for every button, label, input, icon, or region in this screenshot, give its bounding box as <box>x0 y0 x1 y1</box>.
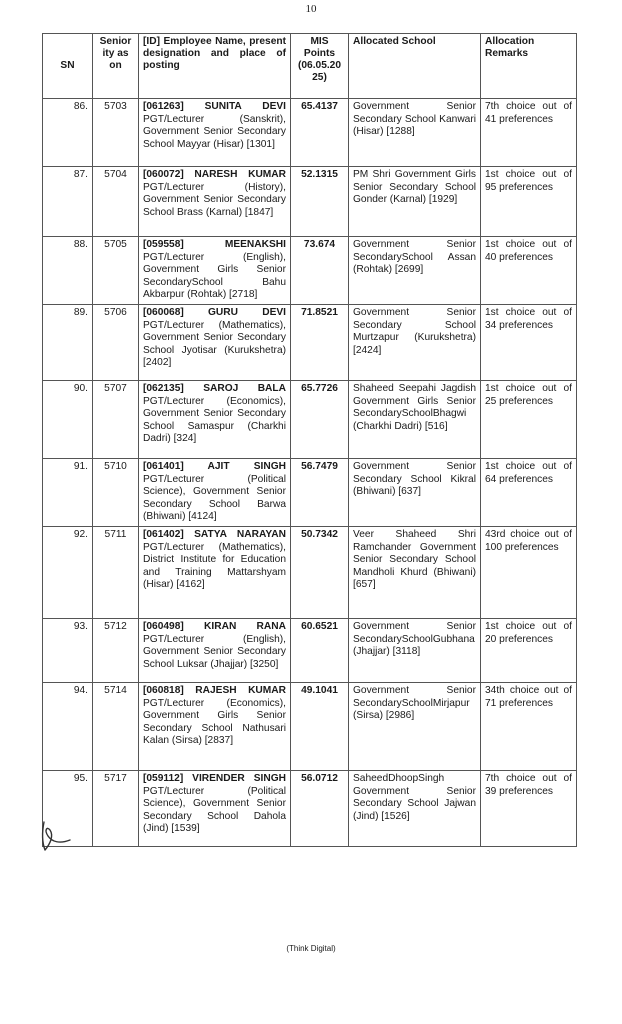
cell-employee <box>139 99 291 167</box>
table-row <box>43 99 577 167</box>
table-row <box>43 237 577 305</box>
cell-mis-points: 71.8521 <box>291 304 349 380</box>
employee-id-name: [059112] VIRENDER SINGH <box>143 772 286 784</box>
cell-seniority: 5717 <box>93 770 139 846</box>
employee-designation-posting: PGT/Lecturer (History), Government Senior Secondary School Brass (Karnal) [1847] <box>143 181 286 218</box>
employee-designation-posting: PGT/Lecturer (Political Science), Government Senior Secondary School Barwa (Bhiwani) [4124] <box>143 473 286 523</box>
cell-sn: 90. <box>43 380 93 458</box>
employee-designation-posting: PGT/Lecturer (Mathematics), Government Senior Secondary School Jyotisar (Kurukshetra) [2402] <box>143 319 286 369</box>
cell-allocation-remarks: 7th choice out of 39 preferences <box>481 770 577 846</box>
footer-note: (Think Digital) <box>286 944 336 953</box>
employee-id-name: [059558] MEENAKSHI <box>143 239 286 250</box>
cell-seniority: 5704 <box>93 167 139 237</box>
employee-id-name: [061263] SUNITA DEVI <box>143 101 286 112</box>
table-row <box>43 167 577 237</box>
cell-allocation-remarks: 34th choice out of 71 preferences <box>481 682 577 770</box>
employee-designation-posting: PGT/Lecturer (Sanskrit), Government Senior Secondary School Mayyar (Hisar) [1301] <box>143 113 286 150</box>
cell-allocation-remarks: 1st choice out of 64 preferences <box>481 458 577 526</box>
table-row <box>43 618 577 682</box>
cell-allocation-remarks: 7th choice out of 41 preferences <box>481 99 577 167</box>
cell-allocation-remarks: 1st choice out of 25 preferences <box>481 380 577 458</box>
cell-allocated-school: Government Senior SecondarySchoolMirjapur (Sirsa) [2986] <box>349 682 481 770</box>
table-row <box>43 770 577 846</box>
cell-sn: 89. <box>43 304 93 380</box>
cell-mis-points: 65.4137 <box>291 99 349 167</box>
table-row <box>43 458 577 526</box>
cell-allocation-remarks: 1st choice out of 40 preferences <box>481 237 577 305</box>
table-row <box>43 682 577 770</box>
cell-allocated-school: Government Senior Secondary School Murtzapur (Kurukshetra) [2424] <box>349 304 481 380</box>
employee-id-name: [061401] AJIT SINGH <box>143 460 286 472</box>
table-row <box>43 304 577 380</box>
cell-allocated-school: Shaheed Seepahi Jagdish Government Girls Senior SecondarySchoolBhagwi (Charkhi Dadri) [516] <box>349 380 481 458</box>
cell-employee <box>139 304 291 380</box>
employee-designation-posting: PGT/Lecturer (Political Science), Government Senior Secondary School Dahola (Jind) [1539] <box>143 785 286 835</box>
employee-id-name: [060072] NARESH KUMAR <box>143 169 286 180</box>
cell-seniority: 5712 <box>93 618 139 682</box>
cell-seniority: 5706 <box>93 304 139 380</box>
handwritten-signature <box>36 816 76 856</box>
cell-employee <box>139 458 291 526</box>
cell-sn: 87. <box>43 167 93 237</box>
cell-allocated-school: Government Senior SecondarySchool Assan (Rohtak) [2699] <box>349 237 481 305</box>
cell-seniority: 5703 <box>93 99 139 167</box>
page-number: 10 <box>305 3 317 15</box>
header-employee: [ID] Employee Name, present designation and place of posting <box>139 34 291 99</box>
header-mis-points: MIS Points (06.05.20 25) <box>291 34 349 99</box>
cell-allocation-remarks: 1st choice out of 20 preferences <box>481 618 577 682</box>
header-sn: SN <box>43 34 93 99</box>
employee-id-name: [060498] KIRAN RANA <box>143 620 286 632</box>
cell-sn: 95. <box>43 770 93 846</box>
employee-designation-posting: PGT/Lecturer (Economics), Government Senior Secondary School Samaspur (Charkhi Dadri) [324] <box>143 395 286 445</box>
table-row <box>43 380 577 458</box>
cell-sn: 86. <box>43 99 93 167</box>
cell-sn: 94. <box>43 682 93 770</box>
employee-id-name: [062135] SAROJ BALA <box>143 382 286 394</box>
cell-sn: 92. <box>43 526 93 618</box>
cell-allocation-remarks: 1st choice out of 34 preferences <box>481 304 577 380</box>
cell-allocated-school: Government Senior Secondary School Kanwari (Hisar) [1288] <box>349 99 481 167</box>
cell-mis-points: 56.0712 <box>291 770 349 846</box>
employee-designation-posting: PGT/Lecturer (Mathematics), District Institute for Education and Training Mattarshyam (Hisar) [4162] <box>143 541 286 591</box>
cell-mis-points: 65.7726 <box>291 380 349 458</box>
cell-employee <box>139 237 291 305</box>
cell-allocated-school: Government Senior Secondary School Kikral (Bhiwani) [637] <box>349 458 481 526</box>
header-allocation-remarks: Allocation Remarks <box>481 34 577 99</box>
employee-id-name: [060818] RAJESH KUMAR <box>143 684 286 696</box>
cell-seniority: 5705 <box>93 237 139 305</box>
cell-seniority: 5714 <box>93 682 139 770</box>
employee-designation-posting: PGT/Lecturer (English), Government Senior Secondary School Luksar (Jhajjar) [3250] <box>143 633 286 670</box>
allocation-table <box>42 33 577 847</box>
cell-employee <box>139 682 291 770</box>
cell-mis-points: 50.7342 <box>291 526 349 618</box>
employee-id-name: [061402] SATYA NARAYAN <box>143 528 286 540</box>
cell-seniority: 5711 <box>93 526 139 618</box>
cell-allocation-remarks: 43rd choice out of 100 preferences <box>481 526 577 618</box>
employee-designation-posting: PGT/Lecturer (Economics), Government Girls Senior Secondary School Nathusari Kalan (Sirsa) [2837] <box>143 697 286 747</box>
cell-employee <box>139 770 291 846</box>
cell-mis-points: 60.6521 <box>291 618 349 682</box>
cell-allocated-school: SaheedDhoopSingh Government Senior Secondary School Jajwan (Jind) [1526] <box>349 770 481 846</box>
header-seniority: Senior ity as on <box>93 34 139 99</box>
cell-allocated-school: Veer Shaheed Shri Ramchander Government Senior Secondary School Mandholi Khurd (Bhiwani) [657] <box>349 526 481 618</box>
cell-allocated-school: Government Senior SecondarySchoolGubhana (Jhajjar) [3118] <box>349 618 481 682</box>
cell-employee <box>139 167 291 237</box>
cell-seniority: 5707 <box>93 380 139 458</box>
cell-allocation-remarks: 1st choice out of 95 preferences <box>481 167 577 237</box>
employee-id-name: [060068] GURU DEVI <box>143 306 286 318</box>
cell-sn: 88. <box>43 237 93 305</box>
cell-employee <box>139 618 291 682</box>
cell-employee <box>139 526 291 618</box>
employee-designation-posting: PGT/Lecturer (English), Government Girls Senior SecondarySchool Bahu Akbarpur (Rohtak) [2718] <box>143 251 286 301</box>
cell-sn: 91. <box>43 458 93 526</box>
cell-mis-points: 49.1041 <box>291 682 349 770</box>
cell-sn: 93. <box>43 618 93 682</box>
cell-employee <box>139 380 291 458</box>
table-header-row <box>43 34 577 99</box>
header-allocated-school: Allocated School <box>349 34 481 99</box>
cell-allocated-school: PM Shri Government Girls Senior Secondary School Gonder (Karnal) [1929] <box>349 167 481 237</box>
cell-mis-points: 73.674 <box>291 237 349 305</box>
cell-mis-points: 52.1315 <box>291 167 349 237</box>
table-row <box>43 526 577 618</box>
cell-seniority: 5710 <box>93 458 139 526</box>
cell-mis-points: 56.7479 <box>291 458 349 526</box>
